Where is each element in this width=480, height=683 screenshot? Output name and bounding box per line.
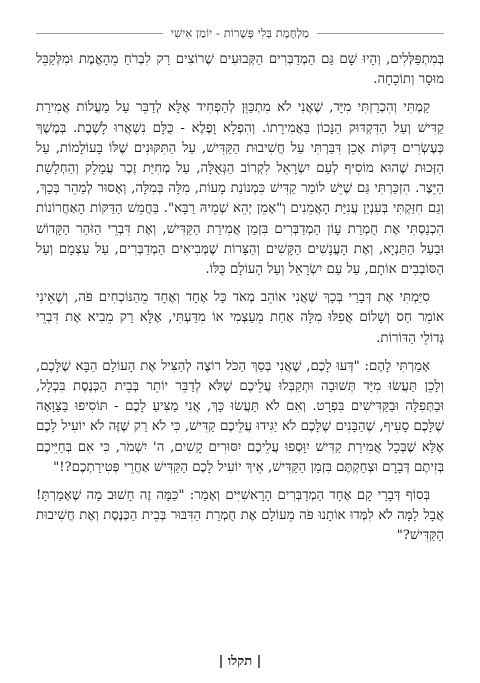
paragraph-response: בְּסוֹף דְּבָרַי קָם אֶחָד הַמְדַבְּרִים הָרָאשִׁיִּים וְאָמַר: "כַּמָּה זֶה חָשׁוּב מָה שֶׁאָמַרְתָּ! אֲבָל לָמָּה לֹא לִמְּדוּ אוֹתָנוּ פֹּה מֵעוֹלָם אֶת חֻמְרַת הַדִּבּוּר בְּבֵית הַכְּנֶסֶת וְאֶת חֲשִׁיבוּת הַקַּדִּישׁ?" [36, 488, 444, 544]
running-title: מַלְחֶמֶת בְּלִי פְּשָׁרוֹת - יוֹמַן אִישִׁי [170, 26, 310, 40]
paragraph-closing: סִיַּמְתִּי אֶת דְּבָרַי בְּכָךְ שֶׁאֲנִי אוֹהֵב מְאֹד כָּל אֶחָד וְאֶחָד מֵהַנּוֹכְחִים פֹּה, וְשֶׁאֵינִי אוֹמֵר חַס וְשָׁלוֹם אֲפִלּוּ מִלָּה אַחַת מֵעַצְמִי אוֹ מִדַּעְתִּי, אֶלָּא רַק מֵבִיא אֶת דִּבְרֵי גְּדוֹלֵי הַדּוֹרוֹת. [36, 290, 444, 346]
paragraph-continuation: בְּמִתְפַּלְּלִים, וְהָיוּ שָׁם גַּם הַמְדַבְּרִים הַקְּבוּעִים שֶׁרוֹצִים רַק לִבְרֹחַ מֵהָאֱמֶת וּמִלְּקַבֵּל מוּסָר וְתוֹכָחָה. [36, 52, 444, 88]
page-number: | תקלו | [218, 654, 262, 669]
running-header [36, 26, 444, 40]
paragraph-quote: אָמַרְתִּי לָהֶם: "דְּעוּ לָכֶם, שֶׁאֲנִי בְּסַךְ הַכֹּל רוֹצֶה לְהַצִּיל אֶת הָעוֹלָם הַבָּא שֶׁלָּכֶם, וְלָכֵן תַּעֲשׂוּ מִיָּד תְּשׁוּבָה וּתְקַבְּלוּ עֲלֵיכֶם שֶׁלֹּא לְדַבֵּר יוֹתֵר בְּבֵית הַכְּנֶסֶת בִּכְלָל, וּבַתְּפִלָּה וּבַקַּדִּישִׁים בִּפְרָט. וְאִם לֹא תַּעֲשׂוּ כָּךְ, אֲנִי מַצִּיעַ לָכֶם - תּוֹסִיפוּ בַּצַּוָּאָה שֶׁלָּכֶם סָעִיף, שֶׁהַבָּנִים שֶׁלָּכֶם לֹא יַגִּידוּ עֲלֵיכֶם קַדִּישׁ, כִּי לֹא רַק שֶׁזֶּה לֹא יוֹעִיל לָכֶם אֶלָּא שֶׁבְּכָל אֲמִירַת קַדִּישׁ יִוָּסְפוּ עֲלֵיכֶם יִסּוּרִים קָשִׁים, ה' יִשְׁמֹר, כִּי אִם בְּחַיֵּיכֶם בְּזִיתֶם דְּבָרָם וּצְחַקְתֶּם בִּזְמַן הַקַּדִּישׁ, אֵיךְ יוֹעִיל לָכֶם הַקַּדִּישׁ אַחֲרֵי פְּטִירַתְכֶם?!" [36, 358, 444, 475]
header-rule-left [36, 33, 163, 34]
body-text [36, 50, 444, 547]
header-rule-right [317, 33, 444, 34]
paragraph-lecture: קַמְתִּי וְהִכְרַזְתִּי מִיָּד, שֶׁאֲנִי לֹא מִתְכַּוֵּן לְהַפְחִיד אֶלָּא לְדַבֵּר עַל מַעֲלוֹת אֲמִירַת קַדִּישׁ וְעַל הַדִּקְדּוּק הַנָּכוֹן בַּאֲמִירָתוֹ. וְהִפְלָא וָפֶלֶא - כֻּלָּם נִשְׁאֲרוּ לָשֶׁבֶת. בְּמֶשֶׁךְ כְּעֶשְׂרִים דַּקּוֹת אָכֵן דִּבַּרְתִּי עַל חֲשִׁיבוּת הַקַּדִּישׁ, עַל הַתִּקּוּנִים שֶׁלּוֹ בָּעוֹלָמוֹת, עַל הַזְּכוּת שֶׁהוּא מוֹסִיף לְעַם יִשְׂרָאֵל לִקְרוֹב הַגְּאֻלָּה, עַל מְחִיַּת זֶכֶר עֲמָלֵק וְהַחְלָשַׁת הַיֵּצֶר. הִזְכַּרְתִּי גַּם שֶׁיֵּשׁ לוֹמַר קַדִּישׁ כִּמְנוֹנַת מָעוֹת, מִלָּה בְּמִלָּה, וְאָסוּר לְמַהֵר בְּכָךְ, וְגַם חִזַּקְתִּי בְּעִנְיַן עֲנִיַּת הָאֲמֵנִים וְ"אָמֵן יְהֵא שְׁמֵיהּ רַבָּא". בַּחֲמֵשׁ הַדַּקּוֹת הָאַחֲרוֹנוֹת הִכְנַסְתִּי אֶת חֻמְרַת עָוֹן הַמְדַבְּרִים בִּזְמַן אֲמִירַת הַקַּדִּישׁ, וְאֶת דִּבְרֵי הַזֹּהַר הַקָּדוֹשׁ וּבַעַל הַתַּנְיָא, וְאֶת הָעֳנָשִׁים הַקָּשִׁים וְהַצָּרוֹת שֶׁמְּבִיאִים הַמְדַבְּרִים, עַל עַצְמָם וְעַל הַסּוֹבְבִים אוֹתָם, עַל עַם יִשְׂרָאֵל וְעַל הָעוֹלָם כֻּלּוֹ. [36, 100, 444, 278]
